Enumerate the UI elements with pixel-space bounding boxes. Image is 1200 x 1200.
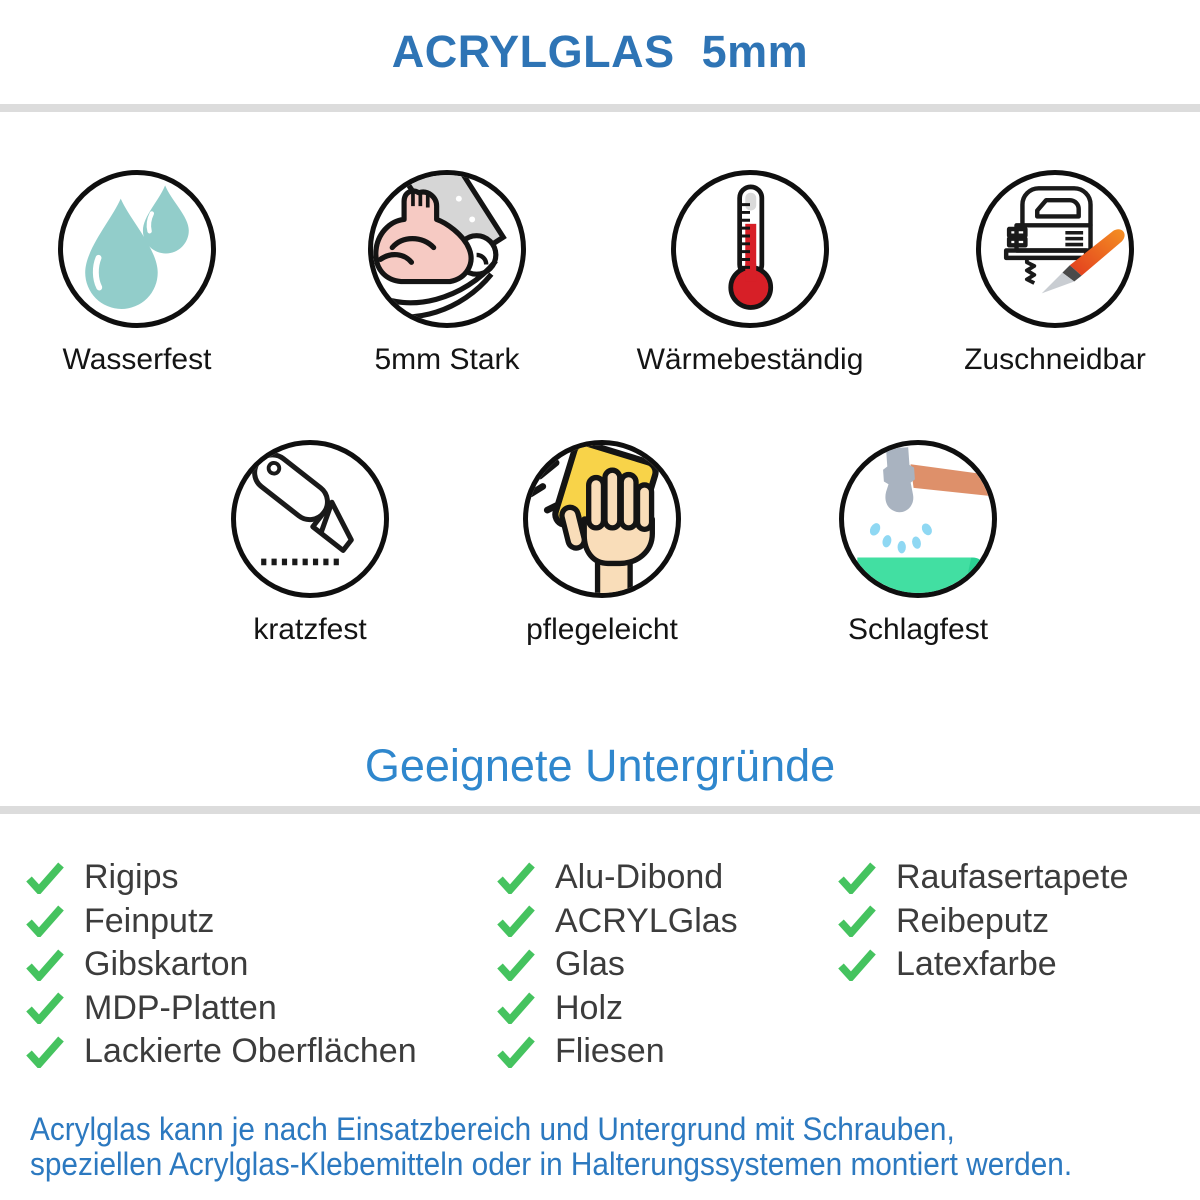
feature-thickness — [317, 170, 577, 377]
surfaces-column-3 — [838, 856, 1129, 987]
list-item-label: Alu-Dibond — [555, 858, 724, 897]
list-item-label: Holz — [555, 988, 624, 1027]
feature-impact-resistant — [788, 440, 1048, 647]
feature-label: kratzfest — [253, 613, 367, 646]
list-item-label: Fliesen — [555, 1032, 665, 1071]
feature-scratch-resistant — [180, 440, 440, 647]
list-item — [26, 943, 417, 987]
divider-bar-bottom — [0, 806, 1200, 814]
checkmark-icon — [26, 1036, 64, 1068]
surfaces-column-2 — [497, 856, 738, 1074]
surfaces-heading: Geeignete Untergründe — [364, 740, 836, 791]
list-item — [497, 1030, 738, 1074]
thermometer-icon — [671, 170, 829, 328]
list-item — [838, 856, 1129, 900]
feature-label: 5mm Stark — [374, 343, 520, 376]
list-item — [26, 856, 417, 900]
list-item-label: MDP-Platten — [84, 988, 277, 1027]
list-item-label: Reibeputz — [896, 901, 1050, 940]
checkmark-icon — [497, 992, 535, 1024]
checkmark-icon — [26, 905, 64, 937]
list-item — [26, 900, 417, 944]
list-item-label: Feinputz — [84, 901, 215, 940]
water-drops-icon — [58, 170, 216, 328]
list-item-label: Lackierte Oberflächen — [84, 1032, 417, 1071]
checkmark-icon — [497, 949, 535, 981]
feature-label: Wasserfest — [62, 343, 212, 376]
list-item — [26, 987, 417, 1031]
mounting-note-line2: speziellen Acrylglas-Klebemitteln oder in Halterungssystemen montiert werden. — [30, 1146, 1073, 1182]
list-item — [497, 856, 738, 900]
list-item-label: Glas — [555, 945, 625, 984]
list-item — [497, 987, 738, 1031]
list-item-label: ACRYLGlas — [555, 901, 738, 940]
checkmark-icon — [497, 1036, 535, 1068]
checkmark-icon — [26, 949, 64, 981]
checkmark-icon — [838, 949, 876, 981]
checkmark-icon — [26, 862, 64, 894]
mounting-note — [30, 1112, 1072, 1182]
feature-label: Zuschneidbar — [964, 343, 1146, 376]
feature-heat-resistant — [620, 170, 880, 377]
list-item — [838, 900, 1129, 944]
list-item-label: Raufasertapete — [896, 858, 1129, 897]
muscle-arm-icon — [368, 170, 526, 328]
checkmark-icon — [838, 862, 876, 894]
checkmark-icon — [497, 862, 535, 894]
feature-waterproof — [7, 170, 267, 377]
jigsaw-cutter-icon — [976, 170, 1134, 328]
checkmark-icon — [497, 905, 535, 937]
utility-knife-icon — [231, 440, 389, 598]
list-item — [838, 943, 1129, 987]
feature-label: Wärmebeständig — [636, 343, 864, 376]
list-item — [26, 1030, 417, 1074]
list-item-label: Gibskarton — [84, 945, 249, 984]
hammer-icon — [839, 440, 997, 598]
list-item — [497, 900, 738, 944]
page-title: ACRYLGLAS 5mm — [391, 26, 809, 77]
checkmark-icon — [838, 905, 876, 937]
surfaces-column-1 — [26, 856, 417, 1074]
list-item — [497, 943, 738, 987]
cleaning-hand-icon — [523, 440, 681, 598]
list-item-label: Latexfarbe — [896, 945, 1057, 984]
divider-bar-top — [0, 104, 1200, 112]
mounting-note-line1: Acrylglas kann je nach Einsatzbereich und Untergrund mit Schrauben, — [30, 1111, 955, 1147]
feature-cuttable — [925, 170, 1185, 377]
feature-easy-care — [472, 440, 732, 647]
feature-label: Schlagfest — [847, 613, 989, 646]
feature-label: pflegeleicht — [526, 613, 678, 646]
list-item-label: Rigips — [84, 858, 179, 897]
checkmark-icon — [26, 992, 64, 1024]
